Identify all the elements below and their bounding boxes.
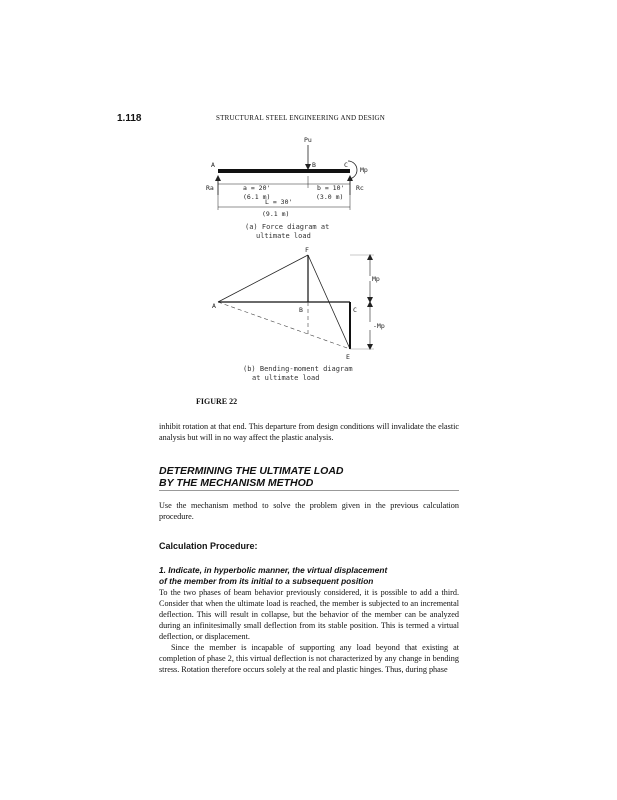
load-label-pu: Pu [304, 136, 312, 144]
paragraph-inhibit: inhibit rotation at that end. This departure from design conditions will invalidate the elastic analysis but will in no way affect the plastic analysis. [159, 422, 459, 442]
dim-b-ft: b = 10' [317, 184, 345, 192]
label-a-point-b: A [212, 302, 216, 310]
bending-moment-diagram [212, 246, 385, 382]
step-1-heading-line1: 1. Indicate, in hyperbolic manner, the virtual displacement [159, 565, 388, 575]
paragraph-body-2: Since the member is incapable of supporting any load beyond that existing at completion of phase 2, this virtual deflection is not characterized by any change in bending stress. Rotation therefore occurs solely at the real and plastic hinges. Thus, during phase [159, 643, 459, 674]
caption-b-line2: at ultimate load [252, 374, 320, 382]
section-title-line1: DETERMINING THE ULTIMATE LOAD [159, 465, 344, 477]
step-1-heading-line2: of the member from its initial to a subsequent position [159, 576, 374, 586]
figure-caption: FIGURE 22 [196, 397, 238, 406]
dim-b-m: (3.0 m) [316, 193, 344, 201]
paragraph-body-1: To the two phases of beam behavior previously considered, it is possible to add a third. Consider that when the ultimate load is reached, the member is subjected to an incremental deflection. This will result in collapse, but the behavior of the member can be analyzed during an infinitesimally small deflection from its stable position. This is termed a virtual deflection, or displacement. [159, 588, 459, 641]
caption-a-line1: (a) Force diagram at [245, 223, 330, 231]
caption-b-line1: (b) Bending-moment diagram [243, 365, 353, 373]
section-title [159, 465, 459, 489]
label-rc: Rc [356, 184, 364, 192]
section-divider [159, 490, 459, 491]
force-diagram [206, 136, 368, 240]
label-mp-end: Mp [360, 166, 368, 174]
dim-a-ft: a = 20' [243, 184, 271, 192]
label-c-point-b: C [353, 306, 357, 314]
label-c-point: C [344, 161, 348, 169]
label-e-point: E [346, 353, 350, 361]
dim-l-m: (9.1 m) [262, 210, 290, 218]
beam [218, 169, 350, 173]
dim-l-ft: L = 30' [265, 198, 293, 206]
label-b-point-b: B [299, 306, 303, 314]
label-f-point: F [305, 246, 309, 254]
label-mp-positive: Mp [372, 275, 380, 283]
section-title-line2: BY THE MECHANISM METHOD [159, 477, 314, 489]
step-1-heading [159, 565, 459, 587]
page-number: 1.118 [117, 113, 142, 124]
dim-a-m: (6.1 m) [243, 193, 271, 201]
label-ra: Ra [206, 184, 214, 192]
paragraph-intro: Use the mechanism method to solve the problem given in the previous calculation procedure. [159, 501, 459, 521]
caption-a-line2: ultimate load [256, 232, 311, 240]
label-mp-negative: -Mp [373, 322, 385, 330]
label-a-point: A [211, 161, 215, 169]
running-head: STRUCTURAL STEEL ENGINEERING AND DESIGN [216, 114, 386, 122]
label-b-point: B [312, 161, 316, 169]
calculation-heading: Calculation Procedure: [159, 541, 258, 551]
